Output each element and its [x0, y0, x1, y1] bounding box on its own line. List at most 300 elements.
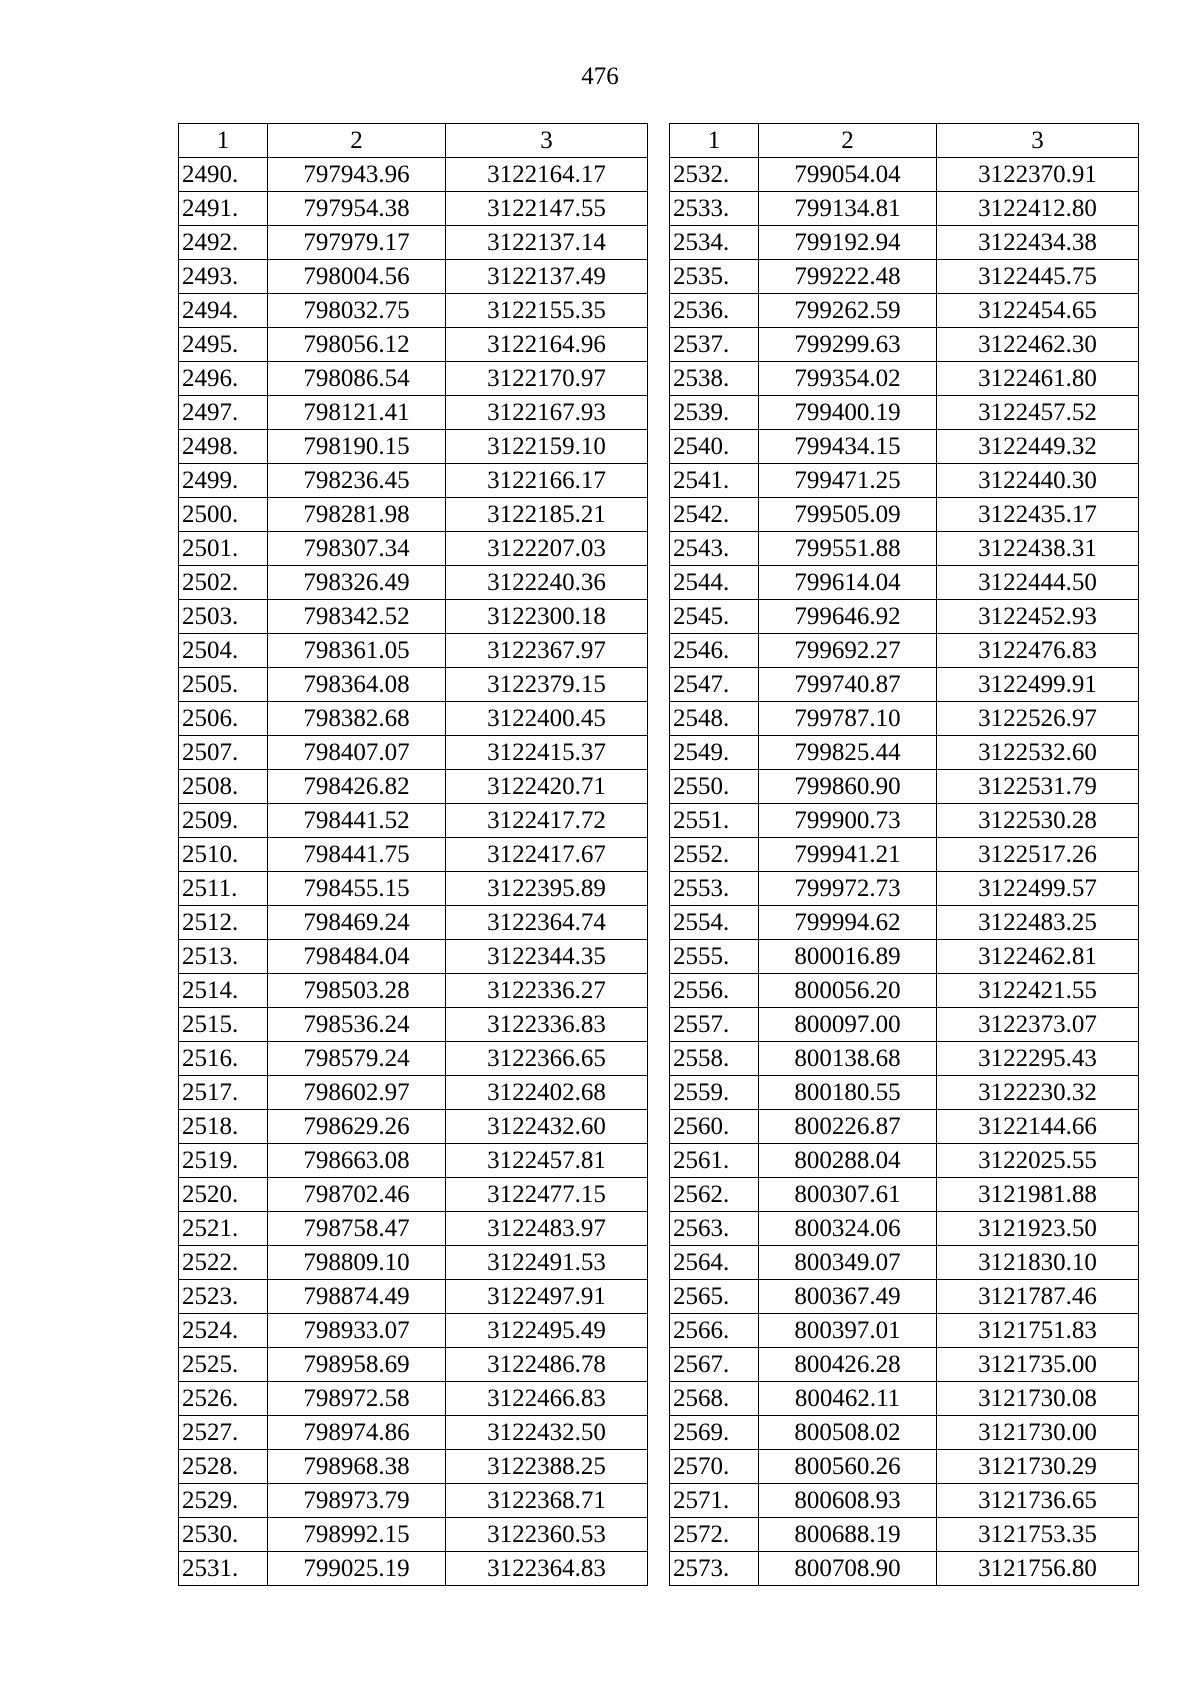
cell-y-coordinate: 3121981.88	[937, 1178, 1139, 1212]
cell-point-number: 2553.	[670, 872, 759, 906]
cell-point-number: 2571.	[670, 1484, 759, 1518]
table-row	[179, 770, 648, 804]
coordinates-table-left	[178, 123, 648, 1586]
table-row	[670, 770, 1139, 804]
table-header-row	[670, 124, 1139, 158]
page-number: 476	[581, 63, 619, 90]
cell-point-number: 2499.	[179, 464, 268, 498]
cell-y-coordinate: 3122483.97	[446, 1212, 648, 1246]
table-row	[179, 600, 648, 634]
cell-y-coordinate: 3122461.80	[937, 362, 1139, 396]
cell-x-coordinate: 799646.92	[759, 600, 937, 634]
column-header-y: 3	[937, 124, 1139, 158]
cell-point-number: 2540.	[670, 430, 759, 464]
table-row	[670, 464, 1139, 498]
cell-point-number: 2539.	[670, 396, 759, 430]
cell-x-coordinate: 798809.10	[268, 1246, 446, 1280]
table-row	[179, 1348, 648, 1382]
table-row	[179, 634, 648, 668]
table-row	[670, 1042, 1139, 1076]
cell-y-coordinate: 3122462.30	[937, 328, 1139, 362]
cell-x-coordinate: 800097.00	[759, 1008, 937, 1042]
cell-point-number: 2511.	[179, 872, 268, 906]
cell-x-coordinate: 799972.73	[759, 872, 937, 906]
cell-point-number: 2545.	[670, 600, 759, 634]
cell-x-coordinate: 800608.93	[759, 1484, 937, 1518]
cell-y-coordinate: 3122155.35	[446, 294, 648, 328]
cell-point-number: 2503.	[179, 600, 268, 634]
table-row	[179, 1178, 648, 1212]
table-row	[179, 192, 648, 226]
table-row	[179, 294, 648, 328]
cell-point-number: 2555.	[670, 940, 759, 974]
cell-x-coordinate: 798382.68	[268, 702, 446, 736]
cell-point-number: 2504.	[179, 634, 268, 668]
cell-y-coordinate: 3122486.78	[446, 1348, 648, 1382]
table-row	[670, 1416, 1139, 1450]
cell-x-coordinate: 799262.59	[759, 294, 937, 328]
table-row	[179, 1076, 648, 1110]
cell-point-number: 2526.	[179, 1382, 268, 1416]
cell-x-coordinate: 798361.05	[268, 634, 446, 668]
cell-x-coordinate: 798958.69	[268, 1348, 446, 1382]
cell-point-number: 2529.	[179, 1484, 268, 1518]
cell-x-coordinate: 800226.87	[759, 1110, 937, 1144]
table-row	[179, 1212, 648, 1246]
table-row	[179, 1144, 648, 1178]
cell-y-coordinate: 3122137.14	[446, 226, 648, 260]
cell-y-coordinate: 3122147.55	[446, 192, 648, 226]
table-row	[179, 1450, 648, 1484]
table-row	[670, 532, 1139, 566]
table-row	[670, 1178, 1139, 1212]
table-row	[670, 1212, 1139, 1246]
cell-point-number: 2505.	[179, 668, 268, 702]
cell-point-number: 2549.	[670, 736, 759, 770]
cell-x-coordinate: 799614.04	[759, 566, 937, 600]
cell-y-coordinate: 3122417.67	[446, 838, 648, 872]
cell-point-number: 2491.	[179, 192, 268, 226]
cell-point-number: 2533.	[670, 192, 759, 226]
cell-x-coordinate: 798342.52	[268, 600, 446, 634]
cell-point-number: 2560.	[670, 1110, 759, 1144]
cell-point-number: 2572.	[670, 1518, 759, 1552]
table-row	[179, 1484, 648, 1518]
cell-x-coordinate: 798190.15	[268, 430, 446, 464]
cell-point-number: 2561.	[670, 1144, 759, 1178]
cell-point-number: 2496.	[179, 362, 268, 396]
cell-x-coordinate: 800397.01	[759, 1314, 937, 1348]
table-row	[179, 838, 648, 872]
cell-x-coordinate: 798364.08	[268, 668, 446, 702]
cell-x-coordinate: 798758.47	[268, 1212, 446, 1246]
cell-point-number: 2498.	[179, 430, 268, 464]
cell-point-number: 2494.	[179, 294, 268, 328]
table-row	[670, 1110, 1139, 1144]
cell-y-coordinate: 3122412.80	[937, 192, 1139, 226]
cell-y-coordinate: 3122370.91	[937, 158, 1139, 192]
cell-point-number: 2559.	[670, 1076, 759, 1110]
cell-x-coordinate: 798874.49	[268, 1280, 446, 1314]
cell-y-coordinate: 3122457.81	[446, 1144, 648, 1178]
cell-x-coordinate: 798992.15	[268, 1518, 446, 1552]
cell-x-coordinate: 798702.46	[268, 1178, 446, 1212]
table-row	[179, 1042, 648, 1076]
cell-y-coordinate: 3122164.96	[446, 328, 648, 362]
cell-x-coordinate: 798236.45	[268, 464, 446, 498]
cell-point-number: 2556.	[670, 974, 759, 1008]
cell-x-coordinate: 798933.07	[268, 1314, 446, 1348]
cell-y-coordinate: 3121730.08	[937, 1382, 1139, 1416]
cell-y-coordinate: 3122445.75	[937, 260, 1139, 294]
cell-y-coordinate: 3122466.83	[446, 1382, 648, 1416]
cell-x-coordinate: 798536.24	[268, 1008, 446, 1042]
table-row	[179, 260, 648, 294]
cell-x-coordinate: 800324.06	[759, 1212, 937, 1246]
cell-x-coordinate: 798972.58	[268, 1382, 446, 1416]
cell-y-coordinate: 3122462.81	[937, 940, 1139, 974]
table-row	[179, 804, 648, 838]
table-row	[179, 1008, 648, 1042]
cell-y-coordinate: 3122240.36	[446, 566, 648, 600]
cell-point-number: 2542.	[670, 498, 759, 532]
cell-point-number: 2557.	[670, 1008, 759, 1042]
cell-x-coordinate: 798974.86	[268, 1416, 446, 1450]
cell-point-number: 2500.	[179, 498, 268, 532]
cell-x-coordinate: 798326.49	[268, 566, 446, 600]
cell-y-coordinate: 3122167.93	[446, 396, 648, 430]
cell-point-number: 2522.	[179, 1246, 268, 1280]
cell-y-coordinate: 3122402.68	[446, 1076, 648, 1110]
cell-point-number: 2512.	[179, 906, 268, 940]
table-row	[179, 498, 648, 532]
cell-y-coordinate: 3122336.83	[446, 1008, 648, 1042]
cell-y-coordinate: 3122476.83	[937, 634, 1139, 668]
cell-y-coordinate: 3122230.32	[937, 1076, 1139, 1110]
cell-x-coordinate: 797943.96	[268, 158, 446, 192]
cell-x-coordinate: 799740.87	[759, 668, 937, 702]
cell-point-number: 2521.	[179, 1212, 268, 1246]
cell-x-coordinate: 798968.38	[268, 1450, 446, 1484]
cell-x-coordinate: 799860.90	[759, 770, 937, 804]
table-row	[670, 702, 1139, 736]
table-row	[179, 1246, 648, 1280]
cell-y-coordinate: 3121735.00	[937, 1348, 1139, 1382]
cell-y-coordinate: 3122364.74	[446, 906, 648, 940]
cell-y-coordinate: 3122368.71	[446, 1484, 648, 1518]
table-row	[670, 1076, 1139, 1110]
table-row	[670, 668, 1139, 702]
table-row	[179, 226, 648, 260]
cell-y-coordinate: 3122483.25	[937, 906, 1139, 940]
cell-x-coordinate: 798663.08	[268, 1144, 446, 1178]
table-row	[670, 294, 1139, 328]
cell-y-coordinate: 3122144.66	[937, 1110, 1139, 1144]
cell-x-coordinate: 798307.34	[268, 532, 446, 566]
cell-y-coordinate: 3122491.53	[446, 1246, 648, 1280]
cell-x-coordinate: 799994.62	[759, 906, 937, 940]
cell-y-coordinate: 3122373.07	[937, 1008, 1139, 1042]
cell-y-coordinate: 3122360.53	[446, 1518, 648, 1552]
cell-point-number: 2492.	[179, 226, 268, 260]
cell-y-coordinate: 3122435.17	[937, 498, 1139, 532]
table-row	[670, 804, 1139, 838]
cell-x-coordinate: 797979.17	[268, 226, 446, 260]
cell-y-coordinate: 3122495.49	[446, 1314, 648, 1348]
cell-point-number: 2537.	[670, 328, 759, 362]
cell-y-coordinate: 3122300.18	[446, 600, 648, 634]
cell-point-number: 2524.	[179, 1314, 268, 1348]
cell-y-coordinate: 3122137.49	[446, 260, 648, 294]
cell-y-coordinate: 3122449.32	[937, 430, 1139, 464]
table-row	[179, 1314, 648, 1348]
table-row	[179, 940, 648, 974]
table-row	[670, 838, 1139, 872]
cell-x-coordinate: 800349.07	[759, 1246, 937, 1280]
cell-point-number: 2509.	[179, 804, 268, 838]
table-row	[179, 1280, 648, 1314]
cell-point-number: 2570.	[670, 1450, 759, 1484]
table-row	[670, 226, 1139, 260]
table-row	[670, 1144, 1139, 1178]
cell-y-coordinate: 3122530.28	[937, 804, 1139, 838]
cell-point-number: 2568.	[670, 1382, 759, 1416]
cell-point-number: 2532.	[670, 158, 759, 192]
cell-x-coordinate: 798469.24	[268, 906, 446, 940]
cell-y-coordinate: 3122159.10	[446, 430, 648, 464]
cell-y-coordinate: 3122170.97	[446, 362, 648, 396]
table-row	[179, 1416, 648, 1450]
cell-y-coordinate: 3122440.30	[937, 464, 1139, 498]
cell-x-coordinate: 799471.25	[759, 464, 937, 498]
cell-y-coordinate: 3122526.97	[937, 702, 1139, 736]
cell-x-coordinate: 800508.02	[759, 1416, 937, 1450]
cell-point-number: 2550.	[670, 770, 759, 804]
cell-y-coordinate: 3121753.35	[937, 1518, 1139, 1552]
cell-point-number: 2534.	[670, 226, 759, 260]
table-row	[670, 600, 1139, 634]
column-header-number: 1	[179, 124, 268, 158]
cell-y-coordinate: 3121751.83	[937, 1314, 1139, 1348]
cell-x-coordinate: 800016.89	[759, 940, 937, 974]
cell-y-coordinate: 3122454.65	[937, 294, 1139, 328]
cell-x-coordinate: 798441.52	[268, 804, 446, 838]
cell-x-coordinate: 800138.68	[759, 1042, 937, 1076]
cell-x-coordinate: 798281.98	[268, 498, 446, 532]
cell-x-coordinate: 798973.79	[268, 1484, 446, 1518]
cell-x-coordinate: 798602.97	[268, 1076, 446, 1110]
cell-point-number: 2518.	[179, 1110, 268, 1144]
cell-point-number: 2548.	[670, 702, 759, 736]
cell-y-coordinate: 3122379.15	[446, 668, 648, 702]
table-row	[670, 1552, 1139, 1586]
cell-point-number: 2497.	[179, 396, 268, 430]
cell-point-number: 2502.	[179, 566, 268, 600]
table-row	[670, 362, 1139, 396]
cell-y-coordinate: 3122477.15	[446, 1178, 648, 1212]
cell-x-coordinate: 800180.55	[759, 1076, 937, 1110]
table-row	[670, 940, 1139, 974]
cell-point-number: 2501.	[179, 532, 268, 566]
table-row	[670, 906, 1139, 940]
cell-x-coordinate: 798629.26	[268, 1110, 446, 1144]
cell-point-number: 2564.	[670, 1246, 759, 1280]
table-row	[179, 464, 648, 498]
cell-point-number: 2490.	[179, 158, 268, 192]
cell-point-number: 2514.	[179, 974, 268, 1008]
cell-x-coordinate: 800688.19	[759, 1518, 937, 1552]
cell-point-number: 2543.	[670, 532, 759, 566]
cell-x-coordinate: 799354.02	[759, 362, 937, 396]
cell-y-coordinate: 3122417.72	[446, 804, 648, 838]
cell-point-number: 2507.	[179, 736, 268, 770]
cell-x-coordinate: 800307.61	[759, 1178, 937, 1212]
table-row	[670, 158, 1139, 192]
cell-x-coordinate: 799825.44	[759, 736, 937, 770]
cell-y-coordinate: 3122457.52	[937, 396, 1139, 430]
cell-y-coordinate: 3122432.60	[446, 1110, 648, 1144]
cell-point-number: 2544.	[670, 566, 759, 600]
table-row	[670, 872, 1139, 906]
cell-point-number: 2535.	[670, 260, 759, 294]
cell-point-number: 2531.	[179, 1552, 268, 1586]
column-header-number: 1	[670, 124, 759, 158]
cell-x-coordinate: 799299.63	[759, 328, 937, 362]
cell-x-coordinate: 800426.28	[759, 1348, 937, 1382]
cell-y-coordinate: 3122395.89	[446, 872, 648, 906]
cell-x-coordinate: 798086.54	[268, 362, 446, 396]
cell-x-coordinate: 797954.38	[268, 192, 446, 226]
column-header-x: 2	[759, 124, 937, 158]
cell-y-coordinate: 3122415.37	[446, 736, 648, 770]
table-row	[670, 1246, 1139, 1280]
cell-y-coordinate: 3122388.25	[446, 1450, 648, 1484]
cell-x-coordinate: 799054.04	[759, 158, 937, 192]
cell-x-coordinate: 799941.21	[759, 838, 937, 872]
cell-x-coordinate: 798579.24	[268, 1042, 446, 1076]
cell-point-number: 2495.	[179, 328, 268, 362]
cell-x-coordinate: 799900.73	[759, 804, 937, 838]
table-row	[670, 1280, 1139, 1314]
cell-point-number: 2538.	[670, 362, 759, 396]
cell-x-coordinate: 798121.41	[268, 396, 446, 430]
cell-point-number: 2565.	[670, 1280, 759, 1314]
table-row	[179, 1110, 648, 1144]
cell-x-coordinate: 799551.88	[759, 532, 937, 566]
cell-x-coordinate: 799025.19	[268, 1552, 446, 1586]
table-row	[670, 1518, 1139, 1552]
cell-y-coordinate: 3122344.35	[446, 940, 648, 974]
cell-point-number: 2510.	[179, 838, 268, 872]
cell-point-number: 2547.	[670, 668, 759, 702]
table-row	[179, 430, 648, 464]
table-row	[670, 1008, 1139, 1042]
cell-point-number: 2573.	[670, 1552, 759, 1586]
cell-point-number: 2519.	[179, 1144, 268, 1178]
table-row	[179, 158, 648, 192]
cell-y-coordinate: 3121736.65	[937, 1484, 1139, 1518]
cell-x-coordinate: 798455.15	[268, 872, 446, 906]
cell-y-coordinate: 3122336.27	[446, 974, 648, 1008]
cell-y-coordinate: 3121787.46	[937, 1280, 1139, 1314]
table-row	[670, 260, 1139, 294]
cell-point-number: 2517.	[179, 1076, 268, 1110]
cell-y-coordinate: 3122499.91	[937, 668, 1139, 702]
cell-point-number: 2523.	[179, 1280, 268, 1314]
coordinates-table-right	[669, 123, 1139, 1586]
cell-x-coordinate: 799192.94	[759, 226, 937, 260]
cell-y-coordinate: 3122025.55	[937, 1144, 1139, 1178]
table-row	[670, 192, 1139, 226]
column-header-x: 2	[268, 124, 446, 158]
table-row	[179, 1382, 648, 1416]
cell-point-number: 2493.	[179, 260, 268, 294]
table-row	[179, 906, 648, 940]
cell-x-coordinate: 800056.20	[759, 974, 937, 1008]
table-row	[670, 1484, 1139, 1518]
cell-y-coordinate: 3122531.79	[937, 770, 1139, 804]
table-row	[670, 396, 1139, 430]
table-row	[670, 1450, 1139, 1484]
cell-y-coordinate: 3122497.91	[446, 1280, 648, 1314]
table-header-row	[179, 124, 648, 158]
cell-y-coordinate: 3121730.00	[937, 1416, 1139, 1450]
cell-y-coordinate: 3122532.60	[937, 736, 1139, 770]
cell-x-coordinate: 798441.75	[268, 838, 446, 872]
cell-point-number: 2567.	[670, 1348, 759, 1382]
cell-x-coordinate: 799222.48	[759, 260, 937, 294]
table-row	[179, 736, 648, 770]
cell-y-coordinate: 3122295.43	[937, 1042, 1139, 1076]
cell-y-coordinate: 3122517.26	[937, 838, 1139, 872]
cell-y-coordinate: 3122499.57	[937, 872, 1139, 906]
cell-y-coordinate: 3122164.17	[446, 158, 648, 192]
cell-x-coordinate: 798503.28	[268, 974, 446, 1008]
cell-x-coordinate: 799134.81	[759, 192, 937, 226]
table-row	[670, 974, 1139, 1008]
table-row	[670, 566, 1139, 600]
table-row	[670, 1382, 1139, 1416]
cell-point-number: 2530.	[179, 1518, 268, 1552]
table-body-right	[670, 158, 1139, 1586]
cell-point-number: 2552.	[670, 838, 759, 872]
table-row	[179, 362, 648, 396]
cell-y-coordinate: 3122166.17	[446, 464, 648, 498]
column-header-y: 3	[446, 124, 648, 158]
cell-x-coordinate: 800288.04	[759, 1144, 937, 1178]
cell-x-coordinate: 799400.19	[759, 396, 937, 430]
cell-y-coordinate: 3122438.31	[937, 532, 1139, 566]
cell-x-coordinate: 799787.10	[759, 702, 937, 736]
cell-y-coordinate: 3122434.38	[937, 226, 1139, 260]
cell-y-coordinate: 3122432.50	[446, 1416, 648, 1450]
table-row	[179, 1552, 648, 1586]
table-row	[670, 430, 1139, 464]
cell-y-coordinate: 3122185.21	[446, 498, 648, 532]
cell-y-coordinate: 3122367.97	[446, 634, 648, 668]
cell-point-number: 2566.	[670, 1314, 759, 1348]
cell-point-number: 2508.	[179, 770, 268, 804]
cell-y-coordinate: 3122444.50	[937, 566, 1139, 600]
table-row	[670, 1314, 1139, 1348]
cell-y-coordinate: 3122364.83	[446, 1552, 648, 1586]
table-row	[670, 634, 1139, 668]
cell-y-coordinate: 3122452.93	[937, 600, 1139, 634]
table-row	[179, 872, 648, 906]
table-row	[670, 736, 1139, 770]
cell-point-number: 2562.	[670, 1178, 759, 1212]
cell-point-number: 2520.	[179, 1178, 268, 1212]
